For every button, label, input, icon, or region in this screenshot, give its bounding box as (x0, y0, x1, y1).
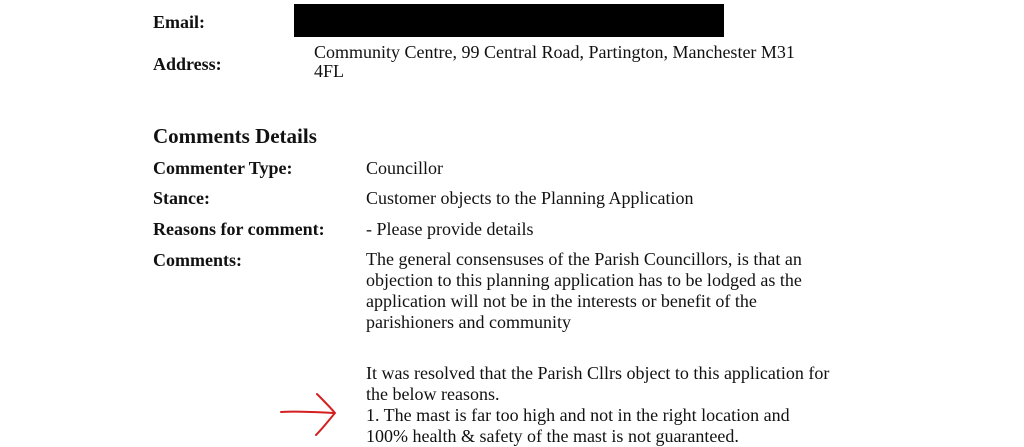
commenter-type-value: Councillor (366, 158, 443, 178)
address-value (314, 43, 874, 81)
comments-paragraph-2 (366, 363, 829, 447)
comment-line: It was resolved that the Parish Cllrs object to this application for (366, 363, 830, 383)
comments-paragraph-1 (366, 249, 802, 333)
reasons-value: - Please provide details (366, 219, 534, 239)
email-label: Email: (153, 12, 205, 32)
comments-label: Comments: (153, 250, 242, 270)
comment-line: parishioners and community (366, 312, 571, 332)
comment-line: objection to this planning application has to be lodged as the (366, 270, 802, 290)
section-heading: Comments Details (153, 124, 317, 148)
comment-line: The general consensuses of the Parish Councillors, is that an (366, 249, 802, 269)
comment-line: 1. The mast is far too high and not in the right location and (366, 405, 790, 425)
reasons-label: Reasons for comment: (153, 219, 325, 239)
stance-value: Customer objects to the Planning Application (366, 188, 694, 208)
comment-line: application will not be in the interests or benefit of the (366, 291, 757, 311)
hand-drawn-arrow-icon (279, 390, 341, 438)
address-line: Community Centre, 99 Central Road, Partington, Manchester M31 (314, 42, 795, 62)
comment-line: 100% health & safety of the mast is not guaranteed. (366, 426, 739, 446)
comment-line: the below reasons. (366, 384, 500, 404)
commenter-type-label: Commenter Type: (153, 158, 293, 178)
email-redaction-bar (294, 4, 724, 37)
stance-label: Stance: (153, 188, 210, 208)
address-line: 4FL (314, 61, 345, 81)
address-label: Address: (153, 54, 222, 74)
